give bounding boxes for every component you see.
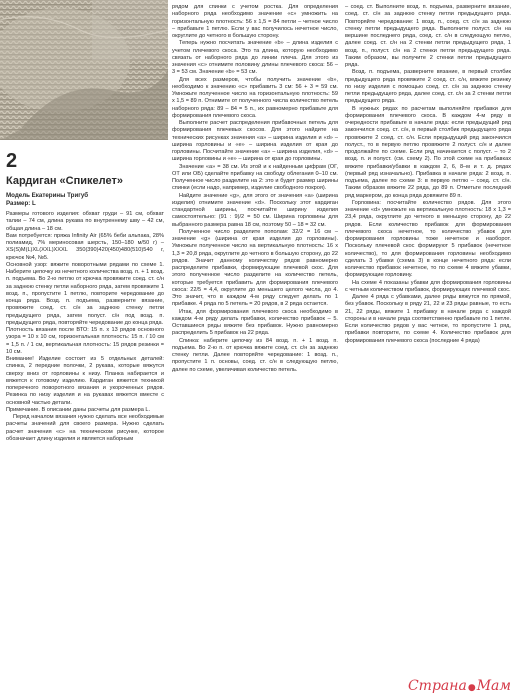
cardigan-photo <box>0 0 168 140</box>
pattern-author: Модель Екатерины Тригуб <box>6 192 89 199</box>
paragraph: Теперь нужно посчитать значение «b» – длина изделия с учетом плечевого скоса. Это та длина, которую необходимо связать от наборного ряда до линии плеча. Для этого из значения «с» отнимите половину длины плечевого скоса: 56 – 3 = 53 см. Значение «b» = 53 см. <box>172 40 338 76</box>
paragraph: На схеме 4 показаны убавки для формирования горловины с четным количеством прибавок, формирующих плечевой скос. <box>345 279 511 293</box>
paragraph: Итак, для формирования плечевого скоса необходимо в каждом 4-м ряду делать прибавки, количество прибавок – 5. Оставшиеся ряды вяжите без прибавок. Нужно равномерно распределить 5 прибавок на 22 ряда. <box>172 308 338 337</box>
paragraph: Примечание. В описании даны расчеты для размера L. <box>6 406 151 413</box>
paragraph: Возд. п. подъема, разверните вязание, в первый столбик предыдущего ряда провяжите 2 соед. ст. с/н, вяжите резинку по низу изделия с помощью соед. ст. с/н за заднюю стенку петли предыдущего ряда, далее соед. ст. с/н за 2 стенки петли предыдущего ряда. <box>345 69 511 105</box>
paragraph: Основной узор: вяжите поворотными рядами по схеме 1. Наберите цепочку из нечетного количества возд. п. + 1 возд. п. подъема. Во 2-ю петлю от крючка провяжите соед. ст. с/н за заднюю стенку петли наборного ряда, затем провяжите 1 возд. п., пропустите 1 петлю, повторите чередование до конца ряда. Возд. п. подъема, разверните вязание, провяжите соед. ст. с/н за заднюю стенку петли предыдущего ряда, затем полуст. с/н под возд. п. предыдущего ряда, повторяйте чередование до конца ряда. <box>6 261 164 326</box>
pattern-size: Размер: L <box>6 200 36 207</box>
column-2 <box>172 4 338 374</box>
paragraph: рядом для спинки с учетом ростка. Для определения наборного ряда необходимо значение «с» умножить на горизонтальную плотность: 56 х 1,5 = 84 петли – четное число – прибавьте 1 петлю. Если у вас получилось нечетное число, округлите до четного в большую сторону. <box>172 4 338 39</box>
paragraph: Далее 4 ряда с убавками, далее ряды вяжутся по прямой, без убавок. Поскольку в ряду 21, 22 и 23 ряды равные, то есть 21, 22 ряды, вяжите 1 прибавку в начале ряда с каждой стороны и в начале ряда соответственно прибавьте по 1 петле. Если количество рядов у вас четное, то пропустите 1 ряд, прибавки повторите, по схеме 4. Количество прибавок для формирования плечевого скоса (последние 4 ряда) <box>345 294 511 344</box>
paragraph: Значение «а» = 38 см. Из этой и к найденным цифрам (ОГ, ОТ или ОБ) сделайте прибавку на свободу облегания 0–10 см. Полученное число разделите на 2: это и будет размер ширины спинки (если надо, например, изделие свободного покроя). <box>172 163 338 192</box>
dot-icon: ● <box>467 683 476 693</box>
knit-texture-image <box>0 0 168 140</box>
site-watermark <box>408 678 511 694</box>
paragraph: Размеры готового изделия: обхват груди – 91 см, обхват талии – 74 см, длина рукава по внутреннему шву – 42 см, общая длина – 18 см. <box>6 211 164 232</box>
column-1 <box>6 146 164 443</box>
paragraph: Выполните расчет распределения прибавочных петель для формирования плечевых скосов. Для этого найдите на технических рисунках значения «а» – ширина изделия и «d» – ширина горловины и «е» – ширина изделия от края до горловины. Посчитайте значение «а» – ширина изделия, «d» – ширина горловины и «е» – ширина от края до горловины. <box>172 120 338 163</box>
watermark-left: Страна <box>407 678 467 694</box>
paragraph: Найдите значение «g», для этого от значения «а» (ширина изделия) отнимите значение «d». Поскольку этот кардиган стандартной ширины, посчитайте ширину изделия самостоятельно: (91 : 9)/2 = 50 см. Ширина горловины для выбранного размера равна 18 см, поэтому 50 – 18 = 32 см. <box>172 192 338 228</box>
paragraph: Внимание! Изделие состоит из 5 отдельных деталей: спинка, 2 передние полочки, 2 рукава, которые вяжутся сверху вниз от горловины к низу. Планка набирается и вяжется к готовому изделию. Кардиган вяжется техникой поперечного поворотного вязания и укороченных рядов. Резинка по низу изделия и на рукавах вяжется вместе с основной частью детали. <box>6 356 164 406</box>
paragraph: Для всех размеров, чтобы получить значение «b», необходимо к значению «с» прибавить 3 см: 56 + 3 = 59 см. Умножьте полученное число на горизонтальную плотность: 59 х 1,5 = 89 п. Отнимите от полученного числа количество петель наборного ряда: 89 – 84 = 5 п., их равномерно прибавьте для формирования плечевого скоса. <box>172 76 338 119</box>
paragraph: – соед. ст. Выполните возд. п. подъема, разверните вязание, соед. ст. с/н за заднюю стенку петли предыдущего ряда. Повторяйте чередование: 1 возд. п., соед. ст. с/н за заднюю стенку петли предыдущего ряда. Выполните полуст. с/н на вершине последнего ряда, соед. ст. с/н в следующую петлю, далее соед. ст. с/н на 2 стенки петли предыдущего ряда, 1 возд. п., полуст. с/н на 2 стенки петли предыдущего ряда. Таким образом, вы получите 2 стенки петли предыдущего ряда. <box>345 4 511 68</box>
watermark-right: Мам <box>476 678 511 694</box>
paragraph: Горловина: посчитайте количество рядов. Для этого значение «d» умножьте на вертикальную плотность: 18 х 1,3 = 23,4 ряда, округлите до четного в меньшую сторону, до 22 рядов. Если количество прибавок для формирования плечевого скоса нечетное, то количество убавок для формирования горловины тоже нечетное и наоборот. Поскольку плечевой скос формируют 5 прибавок (нечетное количество), то для формирования горловины необходимо сделать 3 убавки (схема 3) в конце нечетного ряда: если количество прибавок нечетное, то по схеме 4 вяжите убавки, формирующие горловину. <box>345 199 511 279</box>
paragraph: Полученное число разделите пополам: 32/2 = 16 см – значение «g» (ширина от края изделия до горловины). Умножьте полученное число на вертикальную плотность: 16 х 1,3 = 20,8 ряда, округлите до четного в большую сторону, до 22 рядов. Значит данному количеству рядов равномерно распределите прибавки, формирующие плечевой скос. Для этого полученное число разделите на количество петель, которые требуется прибавить для формирования плечевого скоса: 22/5 = 4,4, округлите до меньшего целого числа, до 4. Это значит, что в каждом 4-м ряду следует делать по 1 прибавке. 4 ряда по 5 петель = 20 рядов, в 2 ряда остается. <box>172 228 338 308</box>
pattern-title: Кардиган «Спикелет» <box>6 175 123 187</box>
column-3 <box>345 4 511 345</box>
paragraph: Спинка: наберите цепочку из 84 возд. п. + 1 возд. п. подъема. Во 2-ю п. от крючка вяжите соед. ст. с/н за заднюю стенку петли. Далее повторяйте чередование: 1 возд. п., пропустите 1 п. основы, соед. ст. с/н в следующую петлю, далее по схеме, увеличивая количество петель. <box>172 337 338 373</box>
pattern-number: 2 <box>6 150 18 172</box>
paragraph: В нужных рядах по расчетам выполняйте прибавки для формирования плечевого скоса. В каждом 4-м ряду в очередности прибавьте в начале ряда: если предыдущий ряд закончился соед. ст. с/н, в первый столбик предыдущего ряда провяжите 2 соед. ст. с/н. Если предыдущий ряд закончился полуст., то в первую петлю провяжите 2 полуст. с/н и далее продолжайте по схеме. Если ряд начинается с полуст. – то 2 возд. п. и полуст. (см. схему 2). По этой схеме на прибавках вяжите прибавки/убавки в каждом 2, 6, 8–м и т. д. рядах (первый ряд изначально). Прибавка в начале ряда: 2 возд. п. подъема, далее по схеме 3: в первую петлю – соед. ст. с/н. Таким образом вяжите 22 ряда, до 89 п. Отметьте последний ряд маркером, до конца ряда довяжите 89 п. <box>345 105 511 199</box>
paragraph: Плотность вязания после ВТО: 15 п. х 13 рядов основного узора = 10 х 10 см, горизонтальная плотность: 15 п. / 10 см = 1,5 п. / 1 см, вертикальная плотность: 15 рядов резинки = 10 см. <box>6 327 164 355</box>
paragraph: Вам потребуется: пряжа Infinity Air (65% беби альпака, 28% полиамид, 7% мериносовая шерсть, 150–180 м/50 г) – XS(S)M(L)XL(XXL)XXXL 350(390)420(450)480(510)540 г, крючок №4, №5. <box>6 232 164 261</box>
paragraph: Перед началом вязания нужно сделать все необходимые расчеты значений для своего размера. Нужно сделать расчет значения «с» на техническом рисунке, которое обозначает длину изделия и является наборным <box>6 414 164 442</box>
